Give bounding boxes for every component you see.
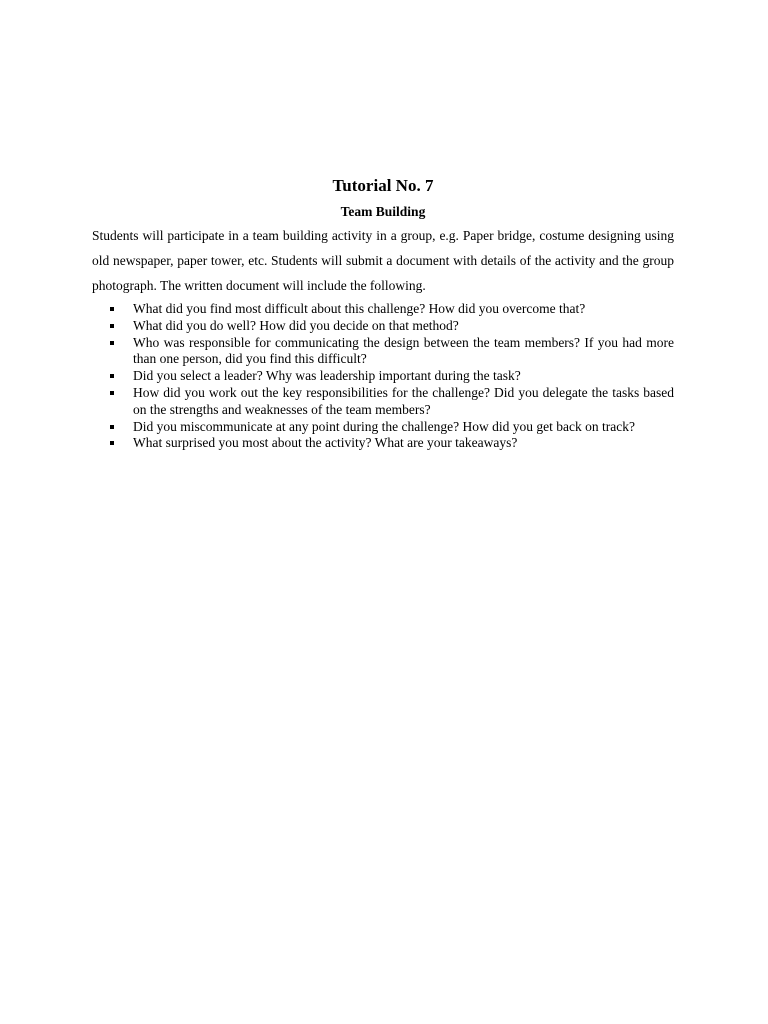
list-item: [92, 435, 674, 452]
list-item: [92, 368, 674, 385]
list-item: [92, 419, 674, 436]
document-page: [92, 175, 674, 452]
list-item-text: Did you select a leader? Why was leadership important during the task?: [133, 368, 521, 384]
intro-paragraph: Students will participate in a team building activity in a group, e.g. Paper bridge, costume designing using old newspaper, paper tower, etc. Students will submit a document with details of the activity and the group photograph. The written document will include the following.: [92, 228, 674, 293]
list-item-text: What did you find most difficult about this challenge? How did you overcome that?: [133, 301, 586, 316]
bullet-square-icon: [110, 307, 114, 311]
list-item: [92, 385, 674, 419]
list-item-text: Did you miscommunicate at any point during the challenge? How did you get back on track?: [133, 418, 635, 434]
bullet-square-icon: [110, 374, 114, 378]
list-item-text: What did you do well? How did you decide on that method?: [133, 317, 459, 333]
bullet-square-icon: [110, 391, 114, 395]
list-item-text: Who was responsible for communicating the design between the team members? If you had more than one person, did you find this difficult?: [133, 334, 674, 367]
bullet-square-icon: [110, 441, 114, 445]
list-item: [92, 335, 674, 369]
list-item-text: What surprised you most about the activity? What are your takeaways?: [133, 435, 518, 451]
question-list: [92, 301, 674, 452]
bullet-square-icon: [110, 324, 114, 328]
page-subtitle: Team Building: [340, 204, 426, 219]
bullet-square-icon: [110, 425, 114, 429]
list-item: [92, 301, 674, 318]
list-item: [92, 318, 674, 335]
list-item-text: How did you work out the key responsibilities for the challenge? Did you delegate the tasks based on the strengths and weaknesses of the team members?: [133, 384, 674, 417]
bullet-square-icon: [110, 341, 114, 345]
page-title: Tutorial No. 7: [332, 176, 434, 195]
